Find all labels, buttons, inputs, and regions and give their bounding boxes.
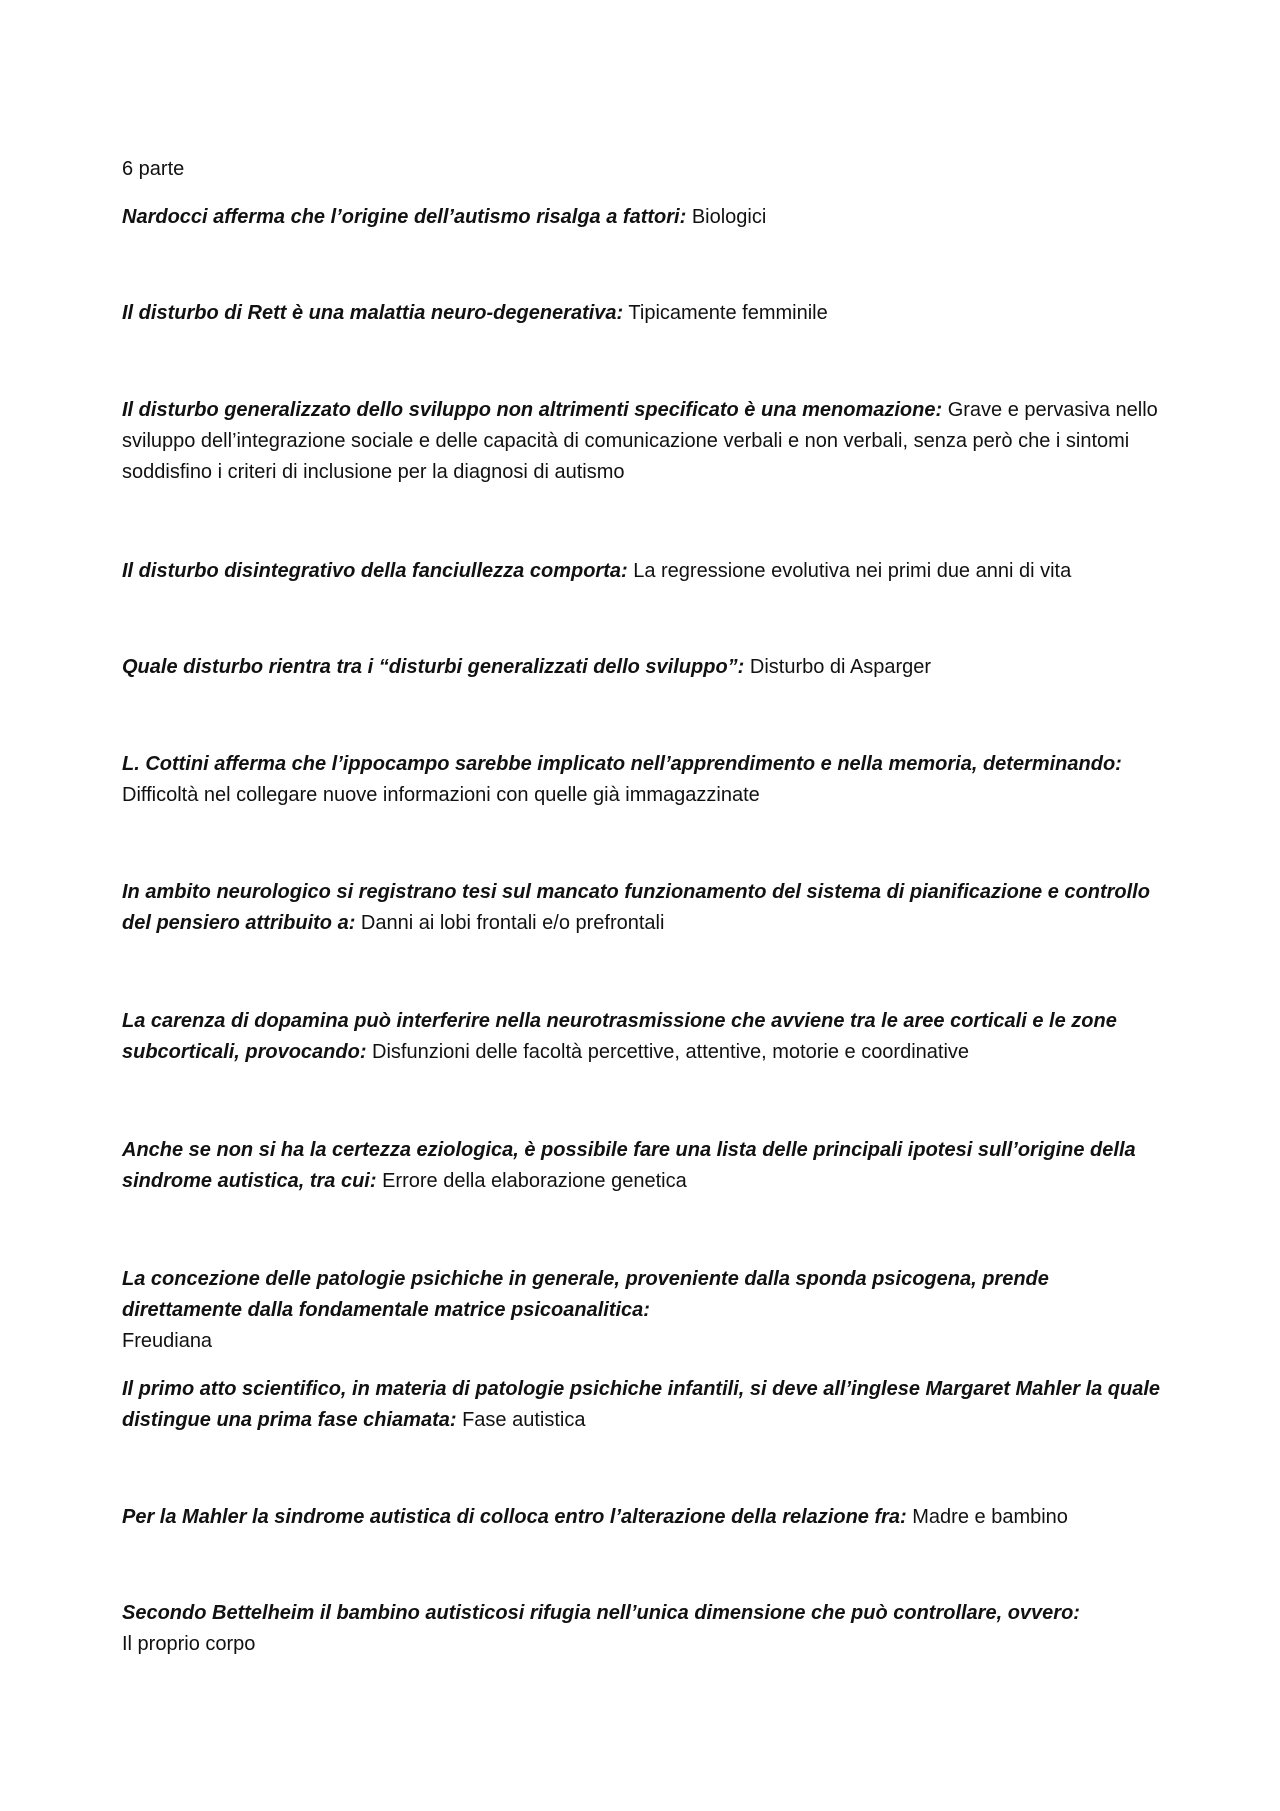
question-text: L. Cottini afferma che l’ippocampo sarebbe implicato nell’apprendimento e nella memoria, determinando: [122,753,1122,775]
question-text: Secondo Bettelheim il bambino autisticosi rifugia nell’unica dimensione che può controllare, ovvero: [122,1602,1080,1624]
question-text: La carenza di dopamina può interferire nella neurotrasmissione che avviene tra le aree corticali e le zone subcorticali, provocando: [122,1010,1117,1063]
answer-text: Errore della elaborazione genetica [382,1170,687,1192]
qa-item-6 [122,749,1172,811]
qa-item-4 [122,556,1172,587]
answer-text: Disfunzioni delle facoltà percettive, attentive, motorie e coordinative [372,1041,970,1063]
question-text: Per la Mahler la sindrome autistica di colloca entro l’alterazione della relazione fra: [122,1506,907,1528]
question-text: In ambito neurologico si registrano tesi sul mancato funzionamento del sistema di pianificazione e controllo del pensiero attribuito a: [122,881,1150,934]
answer-text: Fase autistica [462,1409,586,1431]
answer-text: Tipicamente femminile [628,302,828,324]
question-text: Nardocci afferma che l’origine dell’autismo risalga a fattori: [122,206,687,228]
qa-item-1 [122,202,1172,233]
qa-item-11 [122,1374,1172,1436]
question-text: Il disturbo generalizzato dello sviluppo non altrimenti specificato è una menomazione: [122,399,943,421]
qa-item-9 [122,1135,1172,1197]
qa-item-3 [122,395,1172,488]
qa-item-13 [122,1598,1172,1660]
qa-item-12 [122,1502,1172,1533]
question-text: Il disturbo di Rett è una malattia neuro-degenerativa: [122,302,624,324]
qa-item-10 [122,1264,1172,1357]
question-text: Il primo atto scientifico, in materia di patologie psichiche infantili, si deve all’inglese Margaret Mahler la quale distingue una prima fase chiamata: [122,1378,1161,1431]
answer-text: Freudiana [122,1330,213,1352]
question-text: La concezione delle patologie psichiche in generale, proveniente dalla sponda psicogena, prende direttamente dalla fondamentale matrice psicoanalitica: [122,1268,1049,1321]
question-text: Il disturbo disintegrativo della fanciullezza comporta: [122,560,628,582]
answer-text: La regressione evolutiva nei primi due anni di vita [633,560,1072,582]
question-text: Quale disturbo rientra tra i “disturbi generalizzati dello sviluppo”: [122,656,745,678]
answer-text: Difficoltà nel collegare nuove informazioni con quelle già immagazzinate [122,784,760,806]
answer-text: Il proprio corpo [122,1633,256,1655]
answer-text: Grave e pervasiva nello sviluppo dell’integrazione sociale e delle capacità di comunicazione verbali e non verbali, senza però che i sintomi soddisfino i criteri di inclusione per la diagnosi di autismo [122,399,1158,483]
answer-text: Madre e bambino [912,1506,1068,1528]
qa-item-2 [122,298,1172,329]
answer-text: Biologici [691,206,767,228]
section-title: 6 parte [122,158,185,180]
qa-item-8 [122,1006,1172,1068]
qa-item-7 [122,877,1172,939]
answer-text: Disturbo di Asparger [749,656,932,678]
qa-item-5 [122,652,1172,683]
answer-text: Danni ai lobi frontali e/o prefrontali [360,912,665,934]
question-text: Anche se non si ha la certezza eziologica, è possibile fare una lista delle principali ipotesi sull’origine della sindrome autistica, tra cui: [122,1139,1136,1192]
